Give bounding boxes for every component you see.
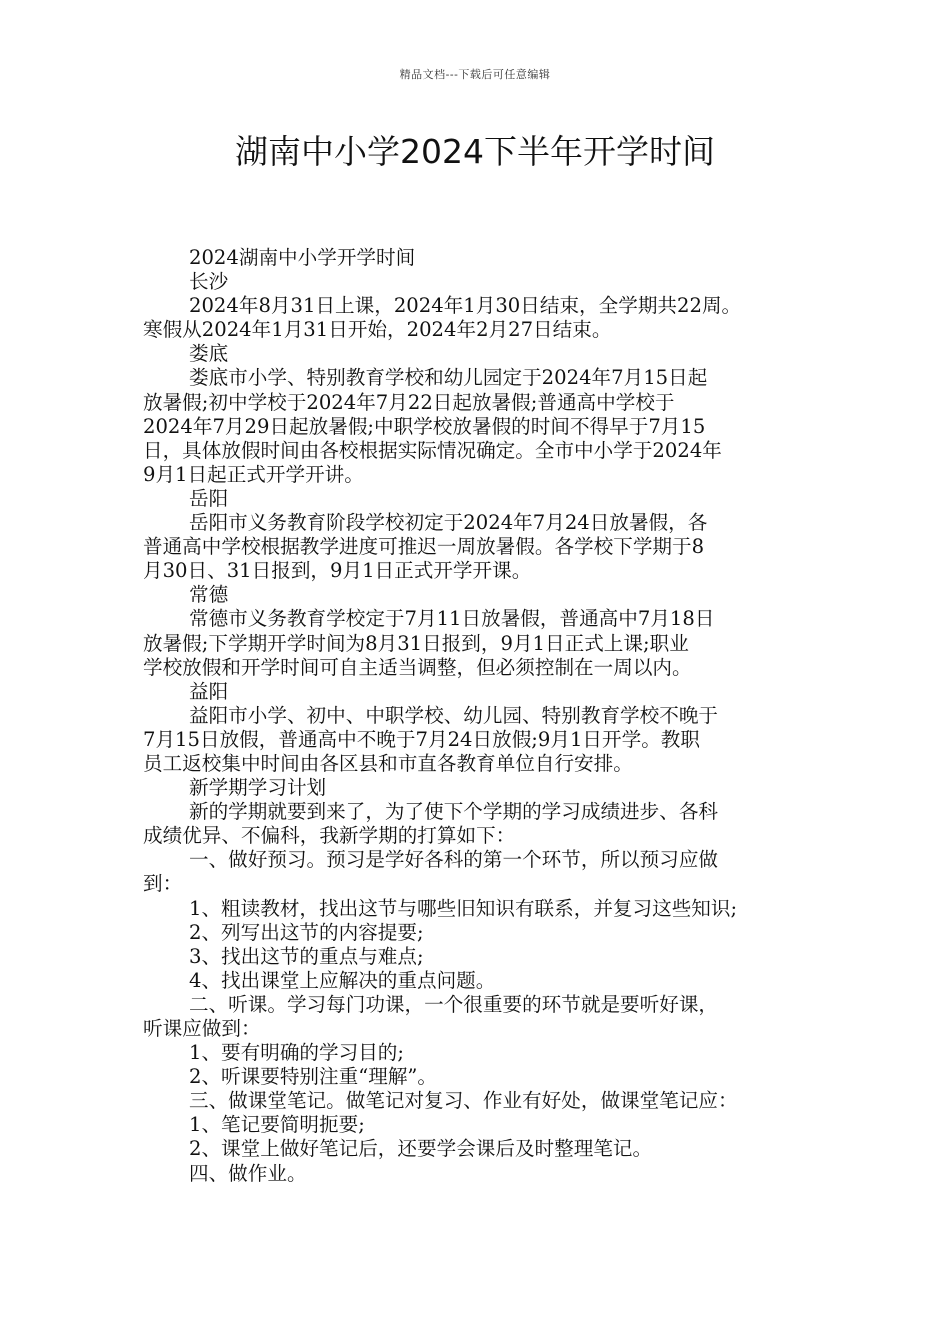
body-line: 四、做作业。 (189, 1161, 307, 1185)
body-line: 益阳市小学、初中、中职学校、幼儿园、特别教育学校不晚于 (189, 703, 719, 727)
body-line: 2、列写出这节的内容提要; (189, 920, 424, 944)
body-line: 1、要有明确的学习目的; (189, 1041, 405, 1065)
body-line: 放暑假;下学期开学时间为8月31日报到，9月1日正式上课;职业 (143, 631, 689, 655)
body-line: 2024年7月29日起放暑假;中职学校放暑假的时间不得早于7月15 (143, 414, 706, 438)
body-line: 4、找出课堂上应解决的重点问题。 (189, 968, 496, 992)
body-line: 1、笔记要简明扼要; (189, 1113, 365, 1137)
body-line: 3、找出这节的重点与难点; (189, 944, 424, 968)
body-line: 岳阳市义务教育阶段学校初定于2024年7月24日放暑假，各 (189, 511, 708, 535)
body-line: 益阳 (189, 679, 229, 703)
body-line: 1、粗读教材，找出这节与哪些旧知识有联系，并复习这些知识; (189, 896, 738, 920)
body-line: 常德市义务教育学校定于7月11日放暑假，普通高中7月18日 (189, 607, 715, 631)
body-line: 寒假从2024年1月31日开始，2024年2月27日结束。 (143, 318, 612, 342)
body-line: 娄底 (189, 342, 229, 366)
body-line: 2024湖南中小学开学时间 (189, 246, 416, 269)
body-line: 2024年8月31日上课，2024年1月30日结束，全学期共22周。 (189, 294, 742, 318)
body-line: 放暑假;初中学校于2024年7月22日起放暑假;普通高中学校于 (143, 390, 675, 414)
body-line: 月30日、31日报到，9月1日正式开学开课。 (143, 559, 532, 583)
body-line: 2、听课要特别注重“理解”。 (189, 1065, 438, 1089)
body-line: 长沙 (189, 270, 229, 294)
body-line: 一、做好预习。预习是学好各科的第一个环节，所以预习应做 (189, 848, 719, 872)
header-note: 精品文档---下载后可任意编辑 (399, 68, 551, 81)
body-line: 二、听课。学习每门功课，一个很重要的环节就是要听好课， (189, 992, 719, 1016)
body-line: 成绩优异、不偏科，我新学期的打算如下： (143, 824, 516, 848)
body-line: 普通高中学校根据教学进度可推迟一周放暑假。各学校下学期于8 (143, 535, 705, 559)
body-line: 常德 (189, 583, 229, 607)
body-line: 9月1日起正式开学开讲。 (143, 462, 364, 486)
body-line: 岳阳 (189, 486, 229, 510)
body-line: 娄底市小学、特别教育学校和幼儿园定于2024年7月15日起 (189, 366, 708, 390)
body-line: 日，具体放假时间由各校根据实际情况确定。全市中小学于2024年 (143, 438, 722, 462)
body-line: 三、做课堂笔记。做笔记对复习、作业有好处，做课堂笔记应： (189, 1089, 738, 1113)
body-line: 听课应做到： (143, 1017, 261, 1040)
body-line: 7月15日放假，普通高中不晚于7月24日放假;9月1日开学。教职 (143, 727, 700, 751)
document-body (143, 246, 823, 1186)
body-line: 新的学期就要到来了，为了使下个学期的学习成绩进步、各科 (189, 800, 719, 824)
body-line: 2、课堂上做好笔记后，还要学会课后及时整理笔记。 (189, 1137, 653, 1161)
body-line: 员工返校集中时间由各区县和市直各教育单位自行安排。 (143, 751, 633, 775)
body-line: 到： (143, 872, 183, 896)
document-title: 湖南中小学2024下半年开学时间 (235, 132, 715, 171)
body-line: 学校放假和开学时间可自主适当调整，但必须控制在一周以内。 (143, 655, 692, 679)
body-line: 新学期学习计划 (189, 776, 327, 800)
